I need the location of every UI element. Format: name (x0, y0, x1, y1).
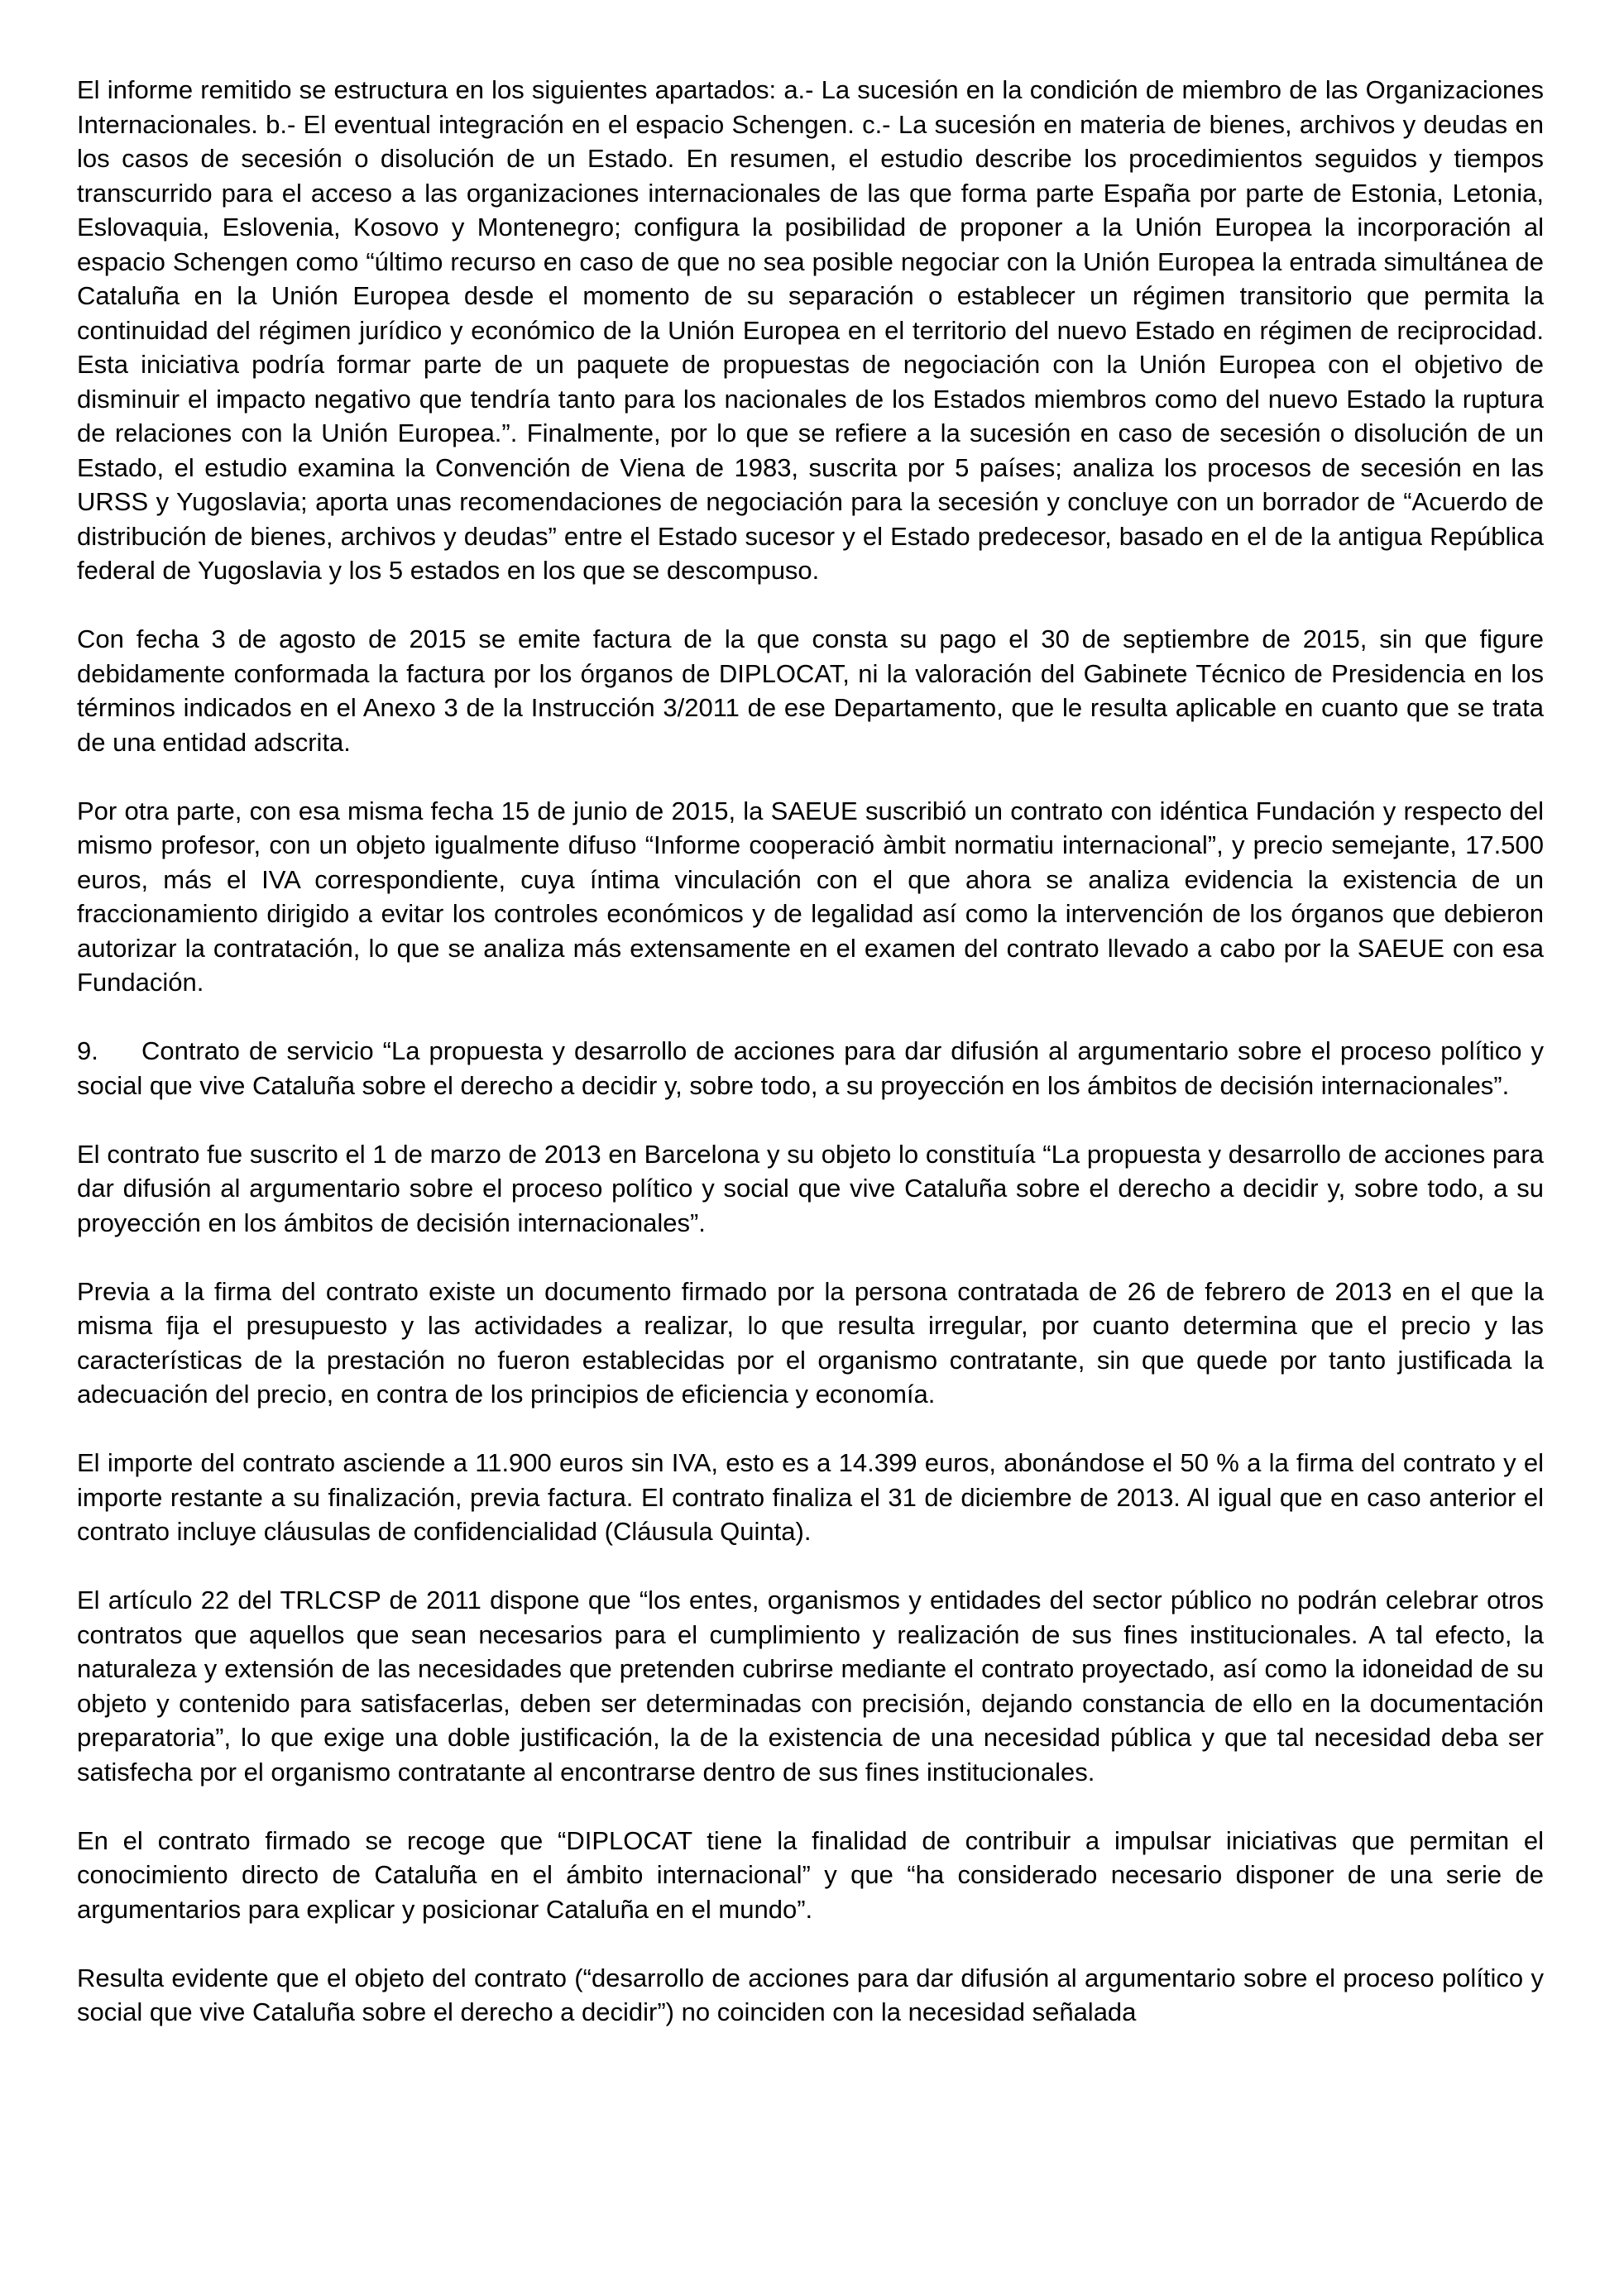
paragraph-text: Previa a la firma del contrato existe un documento firmado por la persona contratada de 26 de febrero de 2013 en el que la misma fija el presupuesto y las actividades a realizar, lo que resulta irregular, por cuanto determina que el precio y las características de la prestación no fueron establecidas por el organismo contratante, sin que quede por tanto justificada la adecuación del precio, en contra de los principios de eficiencia y economía. (77, 1276, 1544, 1409)
paragraph-text: Con fecha 3 de agosto de 2015 se emite factura de la que consta su pago el 30 de septiembre de 2015, sin que figure debidamente conformada la factura por los órganos de DIPLOCAT, ni la valoración del Gabinete Técnico de Presidencia en los términos indicados en el Anexo 3 de la Instrucción 3/2011 de ese Departamento, que le resulta aplicable en cuanto que se trata de una entidad adscrita. (77, 624, 1544, 757)
paragraph-text: Por otra parte, con esa misma fecha 15 de junio de 2015, la SAEUE suscribió un contrato con idéntica Fundación y respecto del mismo profesor, con un objeto igualmente difuso “Informe cooperació àmbit normatiu internacional”, y precio semejante, 17.500 euros, más el IVA correspondiente, cuya íntima vinculación con el que ahora se analiza evidencia la existencia de un fraccionamiento dirigido a evitar los controles económicos y de legalidad así como la intervención de los órganos que debieron autorizar la contratación, lo que se analiza más extensamente en el examen del contrato llevado a cabo por la SAEUE con esa Fundación. (77, 796, 1544, 997)
paragraph-text: El importe del contrato asciende a 11.900 euros sin IVA, esto es a 14.399 euros, abonándose el 50 % a la firma del contrato y el importe restante a su finalización, previa factura. El contrato finaliza el 31 de diciembre de 2013. Al igual que en caso anterior el contrato incluye cláusulas de confidencialidad (Cláusula Quinta). (77, 1448, 1544, 1546)
paragraph-text: Contrato de servicio “La propuesta y desarrollo de acciones para dar difusión al argumentario sobre el proceso político y social que vive Cataluña sobre el derecho a decidir y, sobre todo, a su proyección en los ámbitos de decisión internacionales”. (77, 1036, 1544, 1100)
paragraph-text: El contrato fue suscrito el 1 de marzo de 2013 en Barcelona y su objeto lo constituía “La propuesta y desarrollo de acciones para dar difusión al argumentario sobre el proceso político y social que vive Cataluña sobre el derecho a decidir y, sobre todo, a su proyección en los ámbitos de decisión internacionales”. (77, 1139, 1544, 1237)
paragraph (77, 1275, 1544, 1412)
paragraph (77, 1961, 1544, 2030)
document-text (77, 73, 1544, 2030)
paragraph (77, 1824, 1544, 1927)
list-item-number: 9. (77, 1036, 98, 1065)
paragraph-text: El artículo 22 del TRLCSP de 2011 dispone que “los entes, organismos y entidades del sector público no podrán celebrar otros contratos que aquellos que sean necesarios para el cumplimiento y realización de sus fines institucionales. A tal efecto, la naturaleza y extensión de las necesidades que pretenden cubrirse mediante el contrato proyectado, así como la idoneidad de su objeto y contenido para satisfacerlas, deben ser determinadas con precisión, dejando constancia de ello en la documentación preparatoria”, lo que exige una doble justificación, la de la existencia de una necesidad pública y que tal necesidad deba ser satisfecha por el organismo contratante al encontrarse dentro de sus fines institucionales. (77, 1586, 1544, 1787)
paragraph (77, 1583, 1544, 1789)
paragraph (77, 1446, 1544, 1549)
paragraph (77, 794, 1544, 1000)
paragraph (77, 73, 1544, 588)
paragraph (77, 1137, 1544, 1241)
paragraph-text: Resulta evidente que el objeto del contrato (“desarrollo de acciones para dar difusión al argumentario sobre el proceso político y social que vive Cataluña sobre el derecho a decidir”) no coinciden con la necesidad señalada (77, 1963, 1544, 2026)
paragraph (77, 622, 1544, 759)
paragraph-text: El informe remitido se estructura en los siguientes apartados: a.- La sucesión en la condición de miembro de las Organizaciones Internacionales. b.- El eventual integración en el espacio Schengen. c.- La sucesión en materia de bienes, archivos y deudas en los casos de secesión o disolución de un Estado. En resumen, el estudio describe los procedimientos seguidos y tiempos transcurrido para el acceso a las organizaciones internacionales de las que forma parte España por parte de Estonia, Letonia, Eslovaquia, Eslovenia, Kosovo y Montenegro; configura la posibilidad de proponer a la Unión Europea la incorporación al espacio Schengen como “último recurso en caso de que no sea posible negociar con la Unión Europea la entrada simultánea de Cataluña en la Unión Europea desde el momento de su separación o establecer un régimen transitorio que permita la continuidad del régimen jurídico y económico de la Unión Europea en el territorio del nuevo Estado en régimen de reciprocidad. Esta iniciativa podría formar parte de un paquete de propuestas de negociación con la Unión Europea con el objetivo de disminuir el impacto negativo que tendría tanto para los nacionales de los Estados miembros como del nuevo Estado la ruptura de relaciones con la Unión Europea.”. Finalmente, por lo que se refiere a la sucesión en caso de secesión o disolución de un Estado, el estudio examina la Convención de Viena de 1983, suscrita por 5 países; analiza los procesos de secesión en las URSS y Yugoslavia; aporta unas recomendaciones de negociación para la secesión y concluye con un borrador de “Acuerdo de distribución de bienes, archivos y deudas” entre el Estado sucesor y el Estado predecesor, basado en el de la antigua República federal de Yugoslavia y los 5 estados en los que se descompuso. (77, 75, 1544, 585)
numbered-paragraph (77, 1034, 1544, 1103)
paragraph-text: En el contrato firmado se recoge que “DIPLOCAT tiene la finalidad de contribuir a impulsar iniciativas que permitan el conocimiento directo de Cataluña en el ámbito internacional” y que “ha considerado necesario disponer de una serie de argumentarios para explicar y posicionar Cataluña en el mundo”. (77, 1825, 1544, 1924)
